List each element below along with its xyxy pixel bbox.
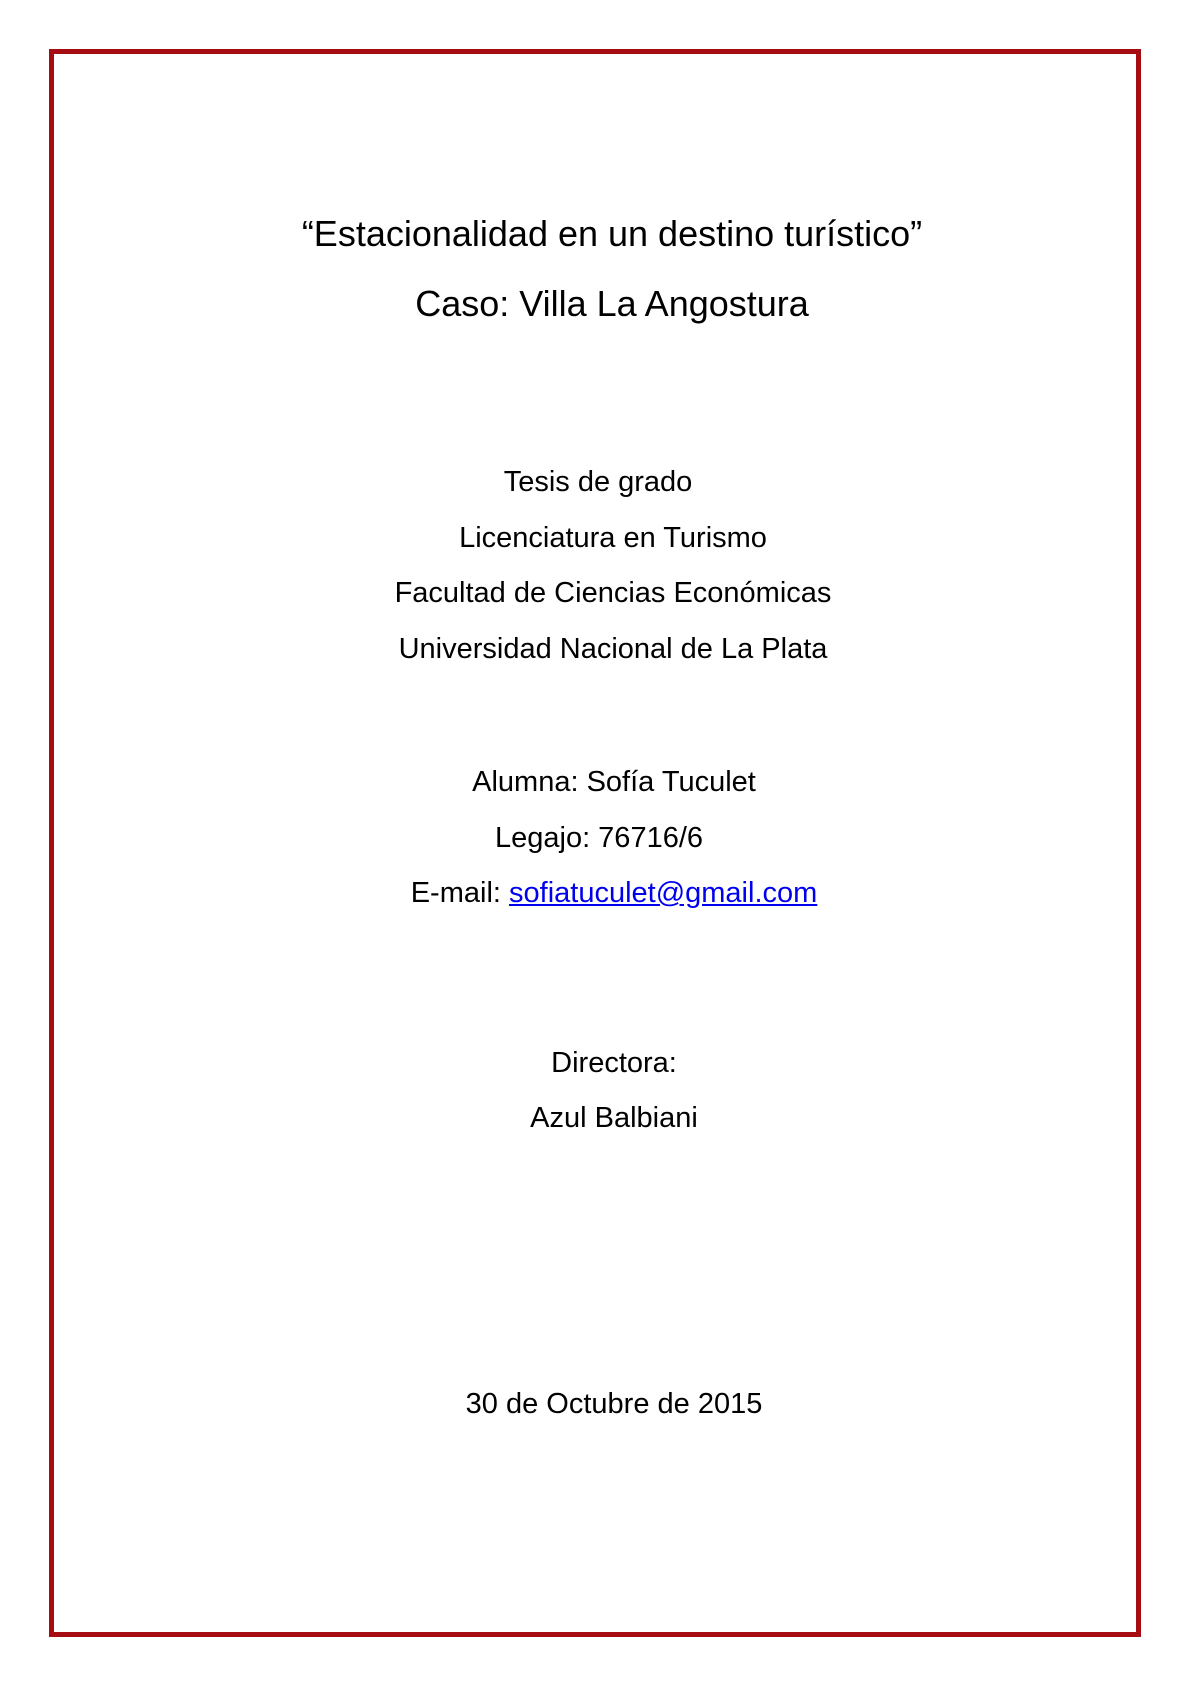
email-link[interactable]: sofiatuculet@gmail.com: [509, 877, 818, 909]
degree: Licenciatura en Turismo: [459, 522, 767, 554]
student-name: Alumna: Sofía Tuculet: [472, 766, 756, 798]
director-name: Azul Balbiani: [530, 1102, 698, 1134]
thesis-type: Tesis de grado: [503, 466, 693, 498]
title-line-1: “Estacionalidad en un destino turístico”: [301, 213, 923, 254]
file-number: Legajo: 76716/6: [494, 822, 704, 854]
director-label: Directora:: [551, 1047, 677, 1079]
date: 30 de Octubre de 2015: [465, 1388, 763, 1420]
university: Universidad Nacional de La Plata: [398, 633, 828, 665]
faculty: Facultad de Ciencias Económicas: [394, 577, 832, 609]
email-line: [411, 879, 818, 908]
title-line-2: Caso: Villa La Angostura: [415, 283, 809, 324]
email-label: E-mail:: [410, 877, 510, 909]
